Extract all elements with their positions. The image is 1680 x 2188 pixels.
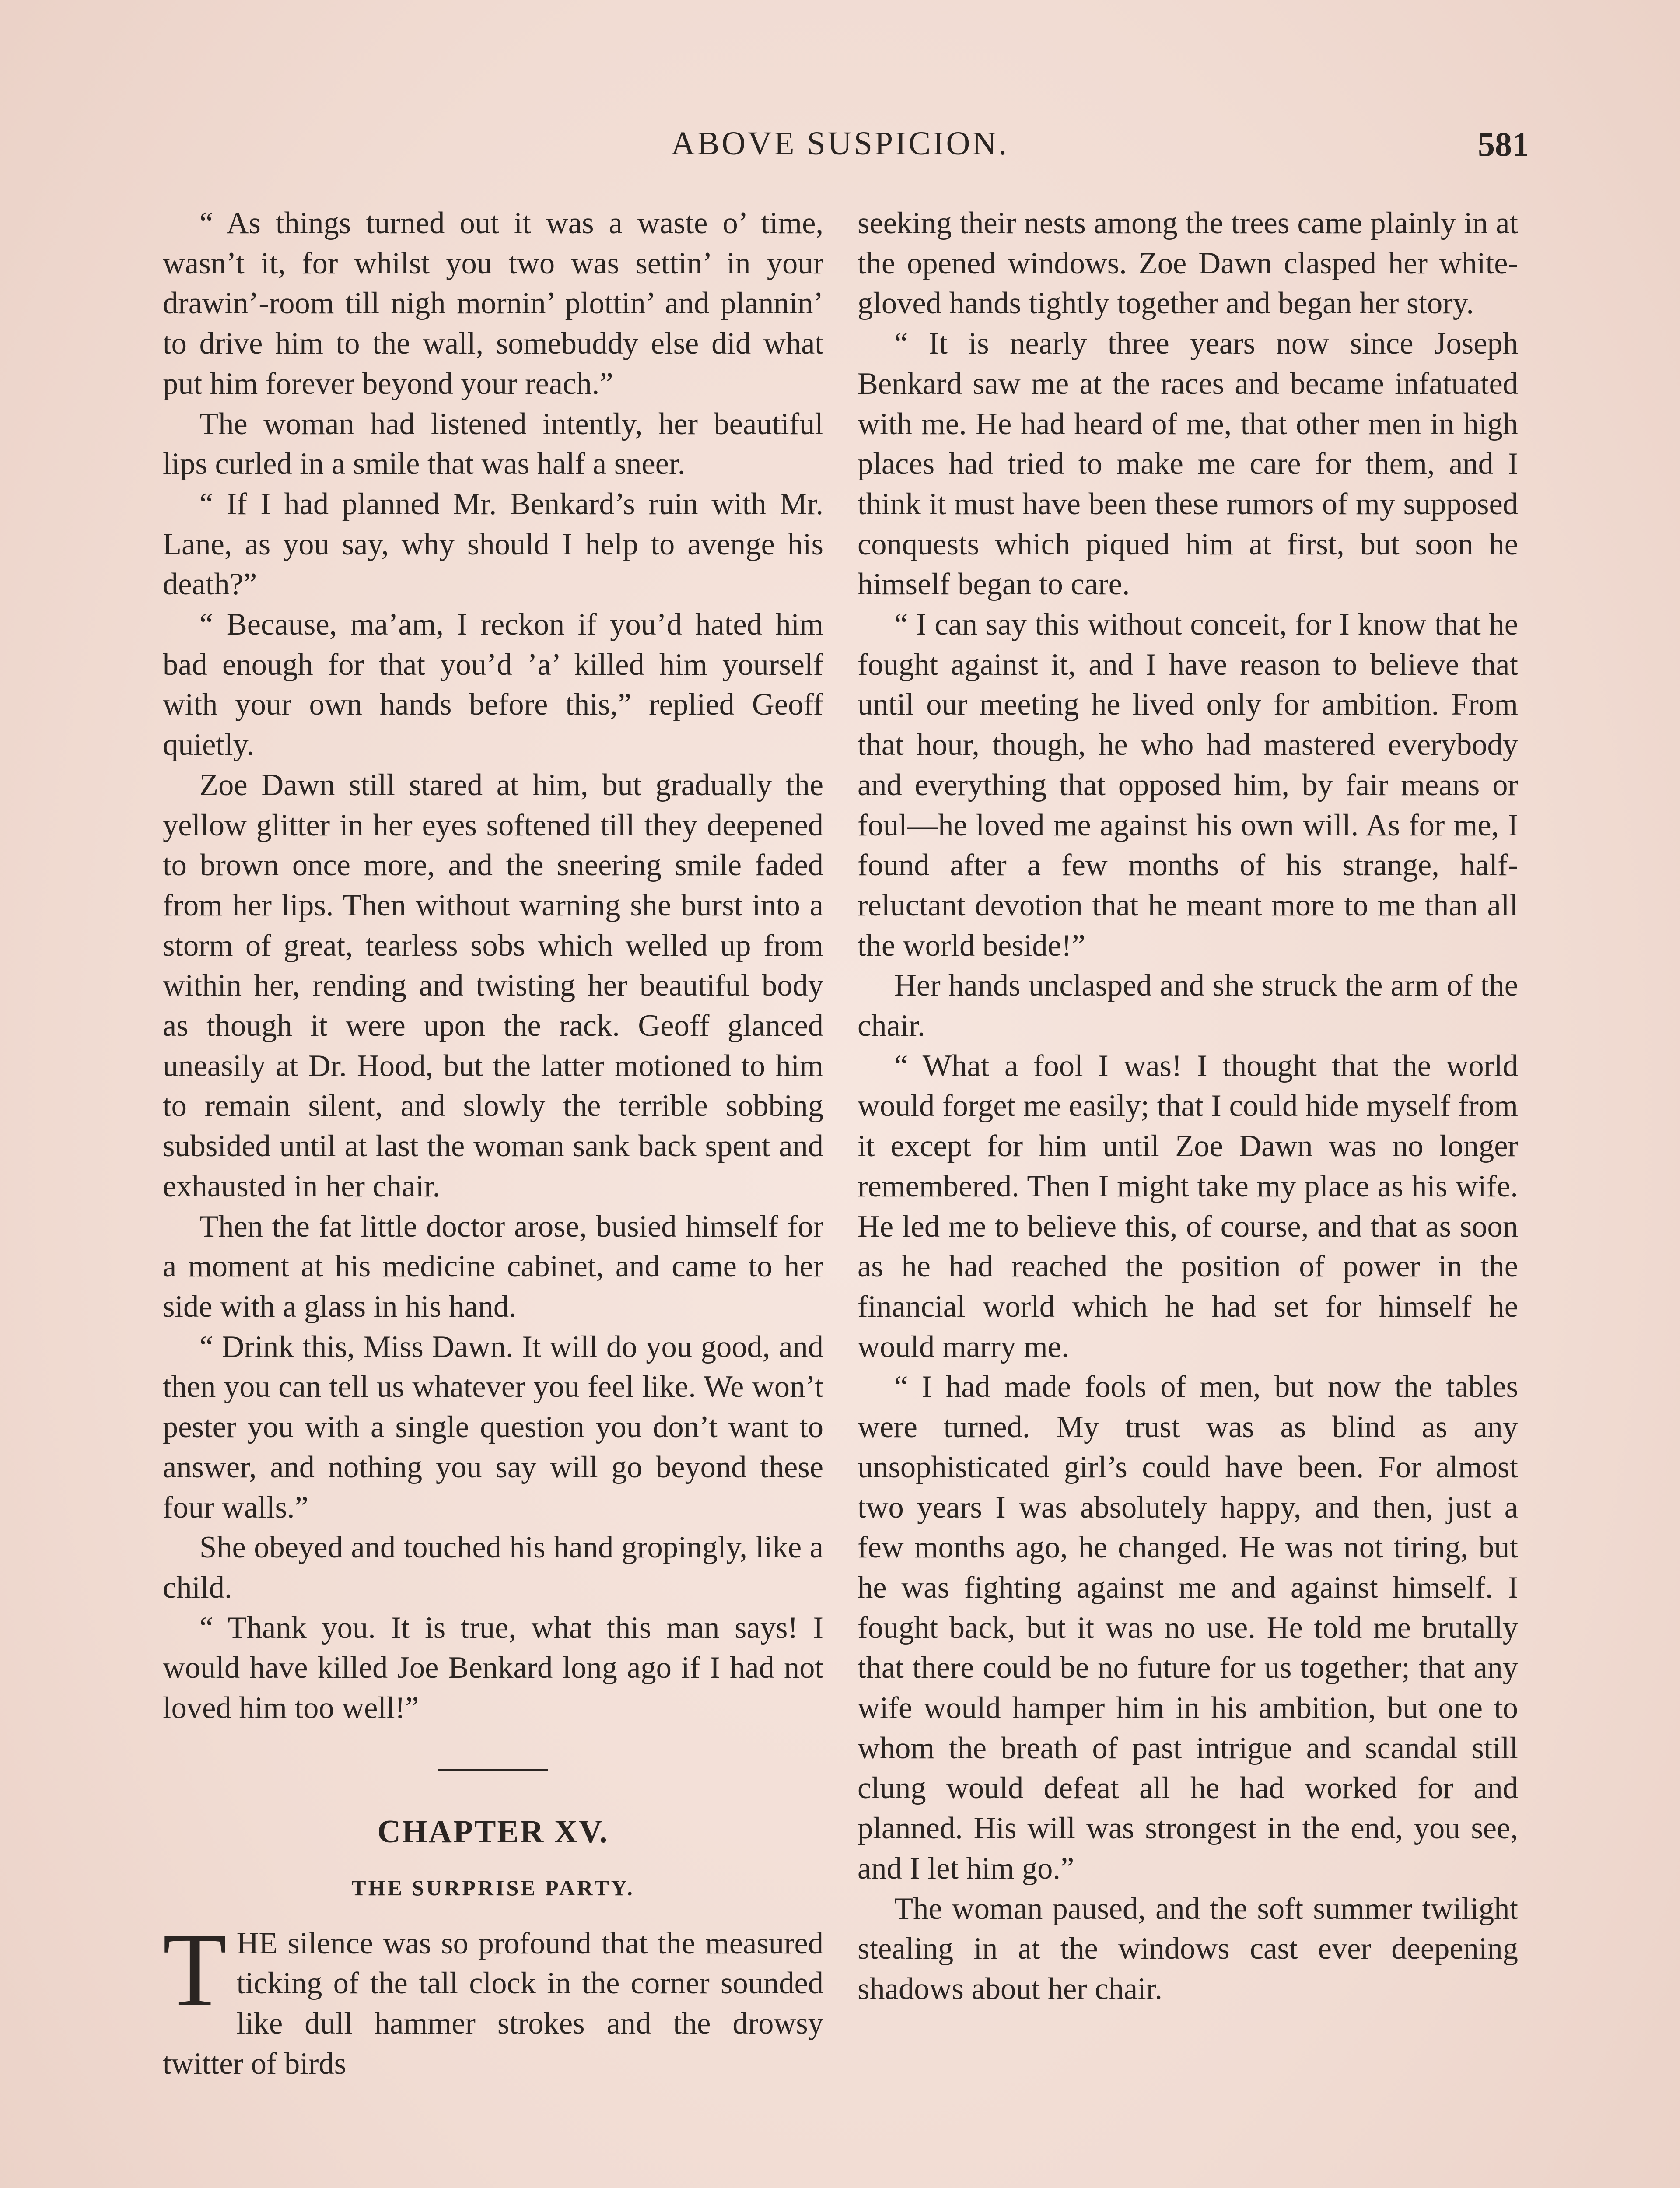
- paragraph: “ What a fool I was! I thought that the world would forget me easily; that I could hide myself from it except for him until Zoe Dawn was no longer remembered. Then I might take my place as his wife. He led me to believe this, of course, and that as soon as he had reached the position of power in the financial world which he had set for himself he would marry me.: [858, 1048, 1518, 1364]
- page-number: 581: [1478, 125, 1529, 163]
- left-column: [163, 203, 823, 2084]
- paragraph: The woman paused, and the soft summer twilight stealing in at the windows cast ever deepening shadows about her chair.: [858, 1891, 1518, 2006]
- paragraph: Then the fat little doctor arose, busied himself for a moment at his medicine cabinet, and came to her side with a glass in his hand.: [163, 1209, 823, 1324]
- paragraph: Her hands unclasped and she struck the arm of the chair.: [858, 968, 1518, 1043]
- page-header: [0, 125, 1680, 168]
- paragraph: “ It is nearly three years now since Joseph Benkard saw me at the races and became infatuated with me. He had heard of me, that other men in high places had tried to make me care for them, and I think it must have been these rumors of my supposed conquests which piqued him at first, but soon he himself began to care.: [858, 326, 1518, 602]
- chapter-subtitle: THE SURPRISE PARTY.: [351, 1875, 635, 1900]
- paragraph-continuation: seeking their nests among the trees came plainly in at the opened windows. Zoe Dawn clasped her white-gloved hands tightly together and began her story.: [858, 206, 1518, 321]
- paragraph: “ Because, ma’am, I reckon if you’d hated him bad enough for that you’d ’a’ killed him yourself with your own hands before this,” replied Geoff quietly.: [163, 607, 823, 762]
- paragraph: “ I had made fools of men, but now the tables were turned. My trust was as blind as any unsophisticated girl’s could have been. For almost two years I was absolutely happy, and then, just a few months ago, he changed. He was not tiring, but he was fighting against me and against himself. I fought back, but it was no use. He told me brutally that there could be no future for us together; that any wife would hamper him in his ambition, but one to whom the breath of past intrigue and scandal still clung would defeat all he had worked for and planned. His will was strongest in the end, you see, and I let him go.”: [858, 1370, 1518, 1886]
- chapter-opening-text: HE silence was so profound that the measured ticking of the tall clock in the corner sounded like dull hammer strokes and the drowsy twitter of birds: [163, 1926, 823, 2081]
- right-column: [858, 203, 1518, 2009]
- paragraph: The woman had listened intently, her beautiful lips curled in a smile that was half a sneer.: [163, 407, 823, 481]
- paragraph: “ As things turned out it was a waste o’ time, wasn’t it, for whilst you two was settin’ in your drawin’-room till nigh mornin’ plottin’ and plannin’ to drive him to the wall, somebuddy else did what put him forever beyond your reach.”: [163, 206, 823, 401]
- running-head: ABOVE SUSPICION.: [671, 125, 1009, 162]
- paragraph: “ Thank you. It is true, what this man says! I would have killed Joe Benkard long ago if I had not loved him too well!”: [163, 1610, 823, 1725]
- paragraph: Zoe Dawn still stared at him, but gradually the yellow glitter in her eyes softened till they deepened to brown once more, and the sneering smile faded from her lips. Then without warning she burst into a storm of great, tearless sobs which welled up from within her, rending and twisting her beautiful body as though it were upon the rack. Geoff glanced uneasily at Dr. Hood, but the latter motioned to him to remain silent, and slowly the terrible sobbing subsided until at last the woman sank back spent and exhausted in her chair.: [163, 768, 823, 1203]
- chapter-title: CHAPTER XV.: [377, 1813, 609, 1850]
- paragraph: “ If I had planned Mr. Benkard’s ruin with Mr. Lane, as you say, why should I help to avenge his death?”: [163, 487, 823, 602]
- section-divider: [438, 1769, 548, 1771]
- chapter-opening-paragraph: [163, 1911, 823, 2084]
- paragraph: “ Drink this, Miss Dawn. It will do you good, and then you can tell us whatever you feel like. We won’t pester you with a single question you don’t want to answer, and nothing you say will go beyond these four walls.”: [163, 1329, 823, 1525]
- paragraph: She obeyed and touched his hand gropingly, like a child.: [163, 1530, 823, 1605]
- drop-cap: T: [163, 1911, 227, 2028]
- paragraph: “ I can say this without conceit, for I know that he fought against it, and I have reason to believe that until our meeting he lived only for ambition. From that hour, though, he who had mastered everybody and everything that opposed him, by fair means or foul—he loved me against his own will. As for me, I found after a few months of his strange, half-reluctant devotion that he meant more to me than all the world beside!”: [858, 607, 1518, 963]
